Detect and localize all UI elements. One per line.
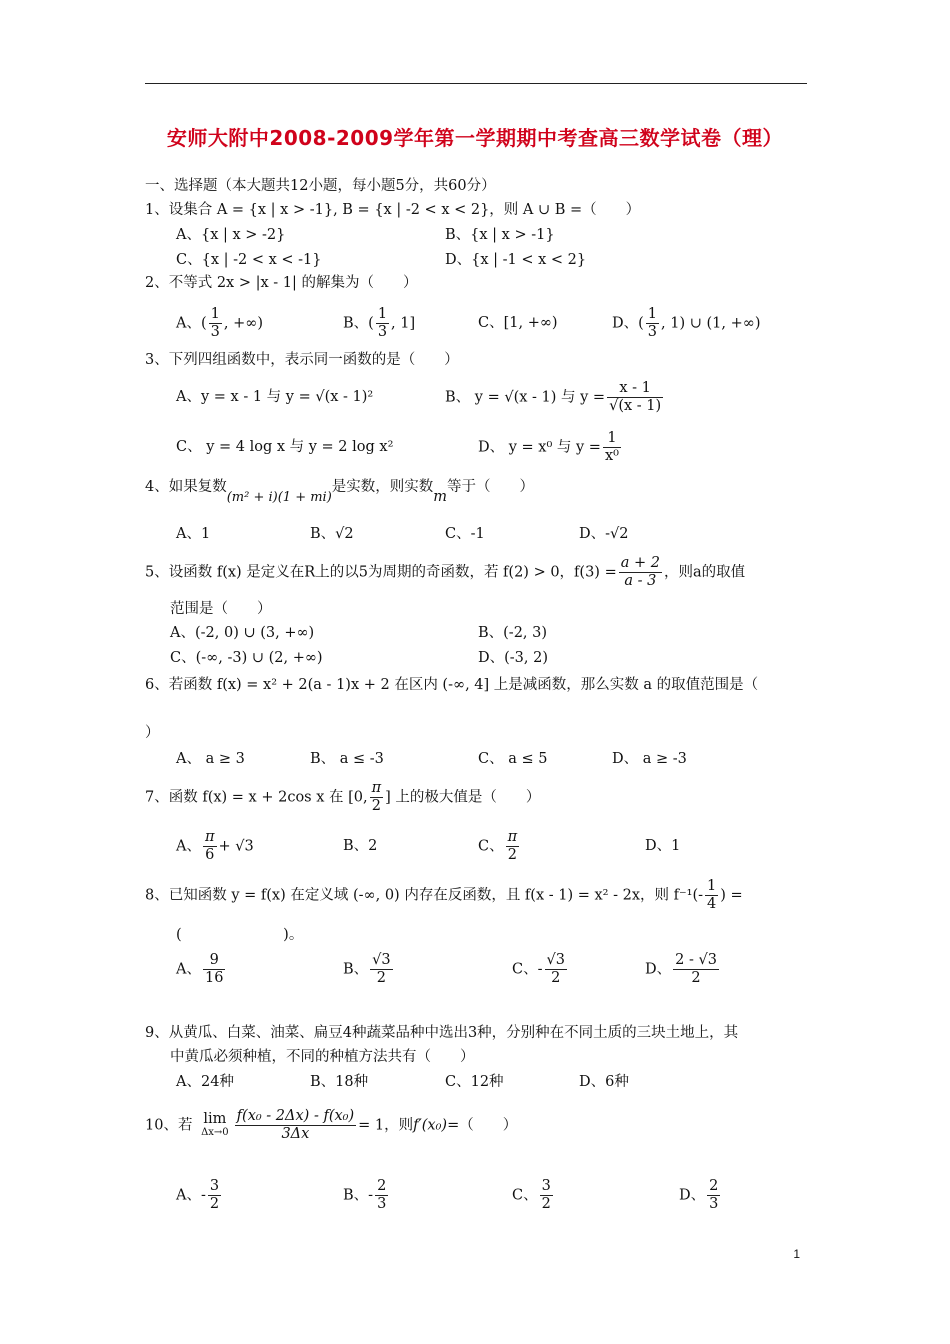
- q3-option-d: D、 y = x⁰ 与 y = $\frac{1}{\text{x⁰}}$: [478, 430, 619, 464]
- q6-option-d: D、 a ≥ -3: [612, 751, 687, 767]
- q2-option-a: A、( $\frac{1}{3}$ , +∞): [176, 306, 263, 340]
- q9-option-b: B、18种: [310, 1074, 369, 1090]
- q8-option-a: A、 $\frac{9}{16}$: [176, 952, 224, 986]
- q2-option-d: D、( $\frac{1}{3}$ , 1) ∪ (1, +∞): [612, 306, 761, 340]
- q5-stem: 5、设函数 f(x) 是定义在R上的以5为周期的奇函数，若 f(2) > 0，f(3) = $\frac{a + 2}{a - 3}$ ，则a的取值: [145, 555, 746, 589]
- q7-option-a: A、 $\frac{\pi}{6}$ + √3: [176, 829, 254, 863]
- header-rule: [145, 83, 807, 84]
- q8-stem-continued: ( )。: [176, 927, 304, 943]
- q1-option-b: B、{x | x > -1}: [445, 227, 555, 243]
- q8-option-b: B、 $\frac{√3}{2}$: [343, 952, 391, 986]
- q2-stem: 2、不等式 2x > |x - 1| 的解集为（ ）: [145, 275, 418, 291]
- q9-option-d: D、6种: [579, 1074, 629, 1090]
- exam-title: 安师大附中2008-2009学年第一学期期中考查高三数学试卷（理）: [166, 126, 784, 150]
- q4-option-b: B、√2: [310, 526, 354, 542]
- q5-option-c: C、(-∞, -3) ∪ (2, +∞): [170, 650, 323, 666]
- q9-option-c: C、12种: [445, 1074, 504, 1090]
- q10-stem: 10、若 lim Δx→0 $\frac{\text{f(x₀ - 2Δx) - f(x₀)}}{3\Delta x}$ = 1，则f′(x₀)=（ ）: [145, 1108, 518, 1142]
- q6-option-a: A、 a ≥ 3: [176, 751, 245, 767]
- q5-option-a: A、(-2, 0) ∪ (3, +∞): [170, 625, 315, 641]
- q7-stem: 7、函数 f(x) = x + 2cos x 在 [0, $\frac{\pi}{2}$ ] 上的极大值是（ ）: [145, 780, 541, 814]
- q4-option-a: A、1: [176, 526, 211, 542]
- q3-stem: 3、下列四组函数中，表示同一函数的是（ ）: [145, 352, 459, 368]
- q1-stem: 1、设集合 A = {x | x > -1}, B = {x | -2 < x < 2}，则 A ∪ B =（ ）: [145, 202, 641, 218]
- q10-option-c: C、 $\frac{3}{2}$: [512, 1178, 551, 1212]
- q6-stem: 6、若函数 f(x) = x² + 2(a - 1)x + 2 在区内 (-∞, 4] 上是减函数，那么实数 a 的取值范围是（: [145, 677, 759, 693]
- q2-option-c: C、[1, +∞): [478, 315, 558, 331]
- q5-option-b: B、(-2, 3): [478, 625, 548, 641]
- q5-option-d: D、(-3, 2): [478, 650, 549, 666]
- q9-option-a: A、24种: [176, 1074, 234, 1090]
- q9-stem: 9、从黄瓜、白菜、油菜、扁豆4种蔬菜品种中选出3种，分别种在不同土质的三块土地上，其: [145, 1025, 739, 1041]
- q10-option-d: D、 $\frac{2}{3}$: [679, 1178, 719, 1212]
- q9-stem-continued: 中黄瓜必须种植，不同的种植方法共有（ ）: [170, 1049, 475, 1065]
- q3-option-c: C、 y = 4 log x 与 y = 2 log x²: [176, 439, 394, 455]
- q1-option-a: A、{x | x > -2}: [176, 227, 286, 243]
- q5-stem-continued: 范围是（ ）: [170, 601, 272, 617]
- q8-option-c: C、- $\frac{√3}{2}$: [512, 952, 565, 986]
- q1-option-c: C、{x | -2 < x < -1}: [176, 252, 322, 268]
- q3-option-b: B、 y = √(x - 1) 与 y = $\frac{x - 1}{√(x - 1)}$: [445, 380, 662, 414]
- page-number: 1: [793, 1247, 800, 1261]
- q7-option-c: C、 $\frac{\pi}{2}$: [478, 829, 518, 863]
- q2-option-b: B、( $\frac{1}{3}$ , 1]: [343, 306, 416, 340]
- q4-stem: 4、如果复数(m² + i)(1 + mi)是实数，则实数m等于（ ）: [145, 479, 535, 505]
- q7-option-b: B、2: [343, 838, 378, 854]
- q6-option-b: B、 a ≤ -3: [310, 751, 384, 767]
- q8-stem: 8、已知函数 y = f(x) 在定义域 (-∞, 0) 内存在反函数，且 f(x - 1) = x² - 2x，则 f⁻¹(- $\frac{1}{4}$ ) =: [145, 878, 743, 912]
- q4-option-c: C、-1: [445, 526, 485, 542]
- q8-option-d: D、 $\frac{2 - √3}{2}$: [645, 952, 717, 986]
- q7-option-d: D、1: [645, 838, 681, 854]
- q3-option-a: A、y = x - 1 与 y = √(x - 1)²: [176, 389, 374, 405]
- q10-option-a: A、- $\frac{3}{2}$: [176, 1178, 220, 1212]
- q10-option-b: B、- $\frac{2}{3}$: [343, 1178, 387, 1212]
- q1-option-d: D、{x | -1 < x < 2}: [445, 252, 587, 268]
- q6-stem-close: ）: [145, 725, 160, 741]
- q6-option-c: C、 a ≤ 5: [478, 751, 548, 767]
- q4-option-d: D、-√2: [579, 526, 629, 542]
- section-heading: 一、选择题（本大题共12小题，每小题5分，共60分）: [145, 178, 496, 194]
